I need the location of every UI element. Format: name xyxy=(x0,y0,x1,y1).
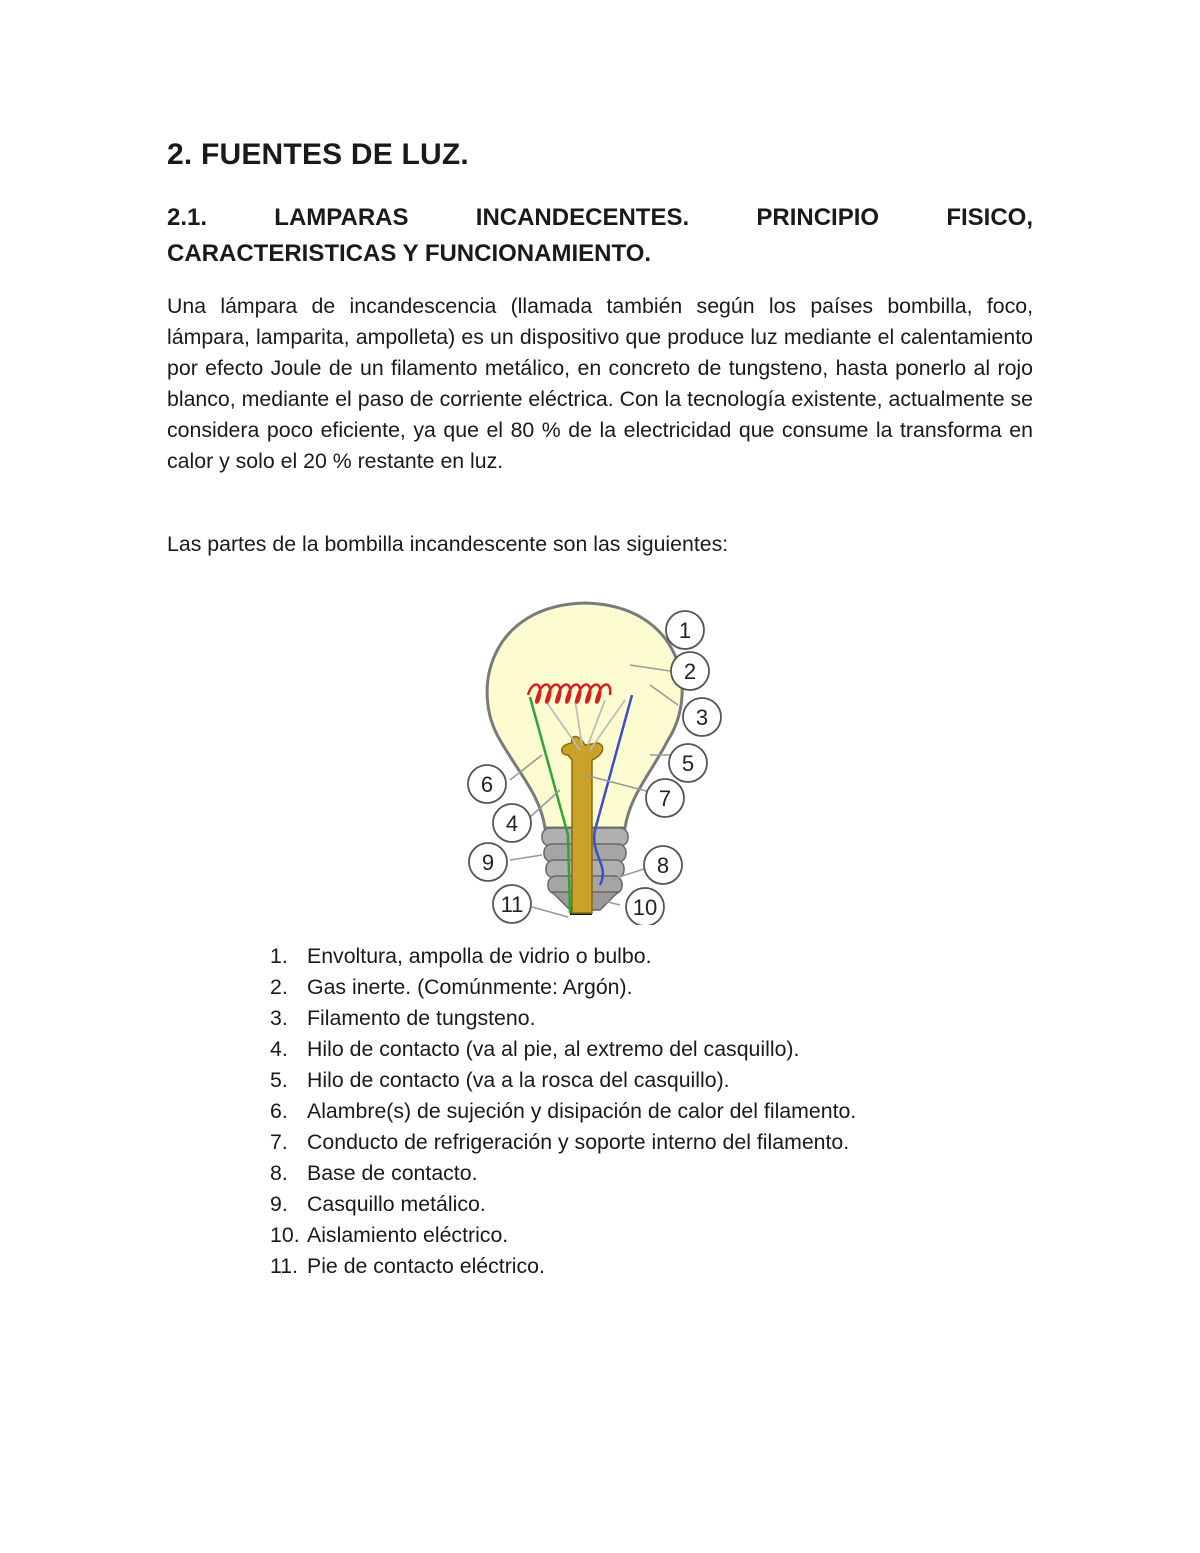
list-item: 3. Filamento de tungsteno. xyxy=(270,1006,536,1030)
list-item: 7. Conducto de refrigeración y soporte interno del filamento. xyxy=(270,1130,850,1154)
list-item: 5. Hilo de contacto (va a la rosca del casquillo). xyxy=(270,1068,730,1092)
callout-3: 3 xyxy=(695,705,709,730)
section-heading: 2. FUENTES DE LUZ. xyxy=(167,138,469,171)
list-item: 8. Base de contacto. xyxy=(270,1161,478,1185)
callout-7: 7 xyxy=(658,786,672,811)
list-item: 6. Alambre(s) de sujeción y disipación de calor del filamento. xyxy=(270,1099,857,1123)
list-item: 1. Envoltura, ampolla de vidrio o bulbo. xyxy=(270,944,652,968)
parts-intro: Las partes de la bombilla incandescente son las siguientes: xyxy=(167,532,729,556)
list-item: 9. Casquillo metálico. xyxy=(270,1192,486,1216)
subsection-heading-line2: CARACTERISTICAS Y FUNCIONAMIENTO. xyxy=(167,240,652,267)
callout-5: 5 xyxy=(681,751,695,776)
bulb-diagram xyxy=(460,595,730,925)
parts-list xyxy=(270,941,856,1282)
list-item: 2. Gas inerte. (Comúnmente: Argón). xyxy=(270,975,633,999)
list-item: 11. Pie de contacto eléctrico. xyxy=(270,1254,545,1278)
callout-4: 4 xyxy=(505,811,519,836)
callout-9: 9 xyxy=(481,850,495,875)
callout-10: 10 xyxy=(632,895,658,920)
list-item: 10. Aislamiento eléctrico. xyxy=(270,1223,509,1247)
callout-11: 11 xyxy=(500,892,524,917)
list-item: 4. Hilo de contacto (va al pie, al extremo del casquillo). xyxy=(270,1037,800,1061)
subsection-heading xyxy=(167,200,1033,272)
callout-6: 6 xyxy=(480,772,494,797)
subsection-heading-line1: 2.1. LAMPARAS INCANDECENTES. PRINCIPIO FISICO, xyxy=(167,204,1033,231)
callout-2: 2 xyxy=(683,659,697,684)
intro-paragraph: Una lámpara de incandescencia (llamada también según los países bombilla, foco, lámpara, lamparita, ampolleta) es un dispositivo que produce luz mediante el calentamiento por efecto Joule de un filamento metálico, en concreto de tungsteno, hasta ponerlo al rojo blanco, mediante el paso de corriente eléctrica. Con la tecnología existente, actualmente se considera poco eficiente, ya que el 80 % de la electricidad que consume la transforma en calor y solo el 20 % restante en luz. xyxy=(167,294,1033,473)
callout-8: 8 xyxy=(656,853,670,878)
callout-1: 1 xyxy=(678,618,692,643)
